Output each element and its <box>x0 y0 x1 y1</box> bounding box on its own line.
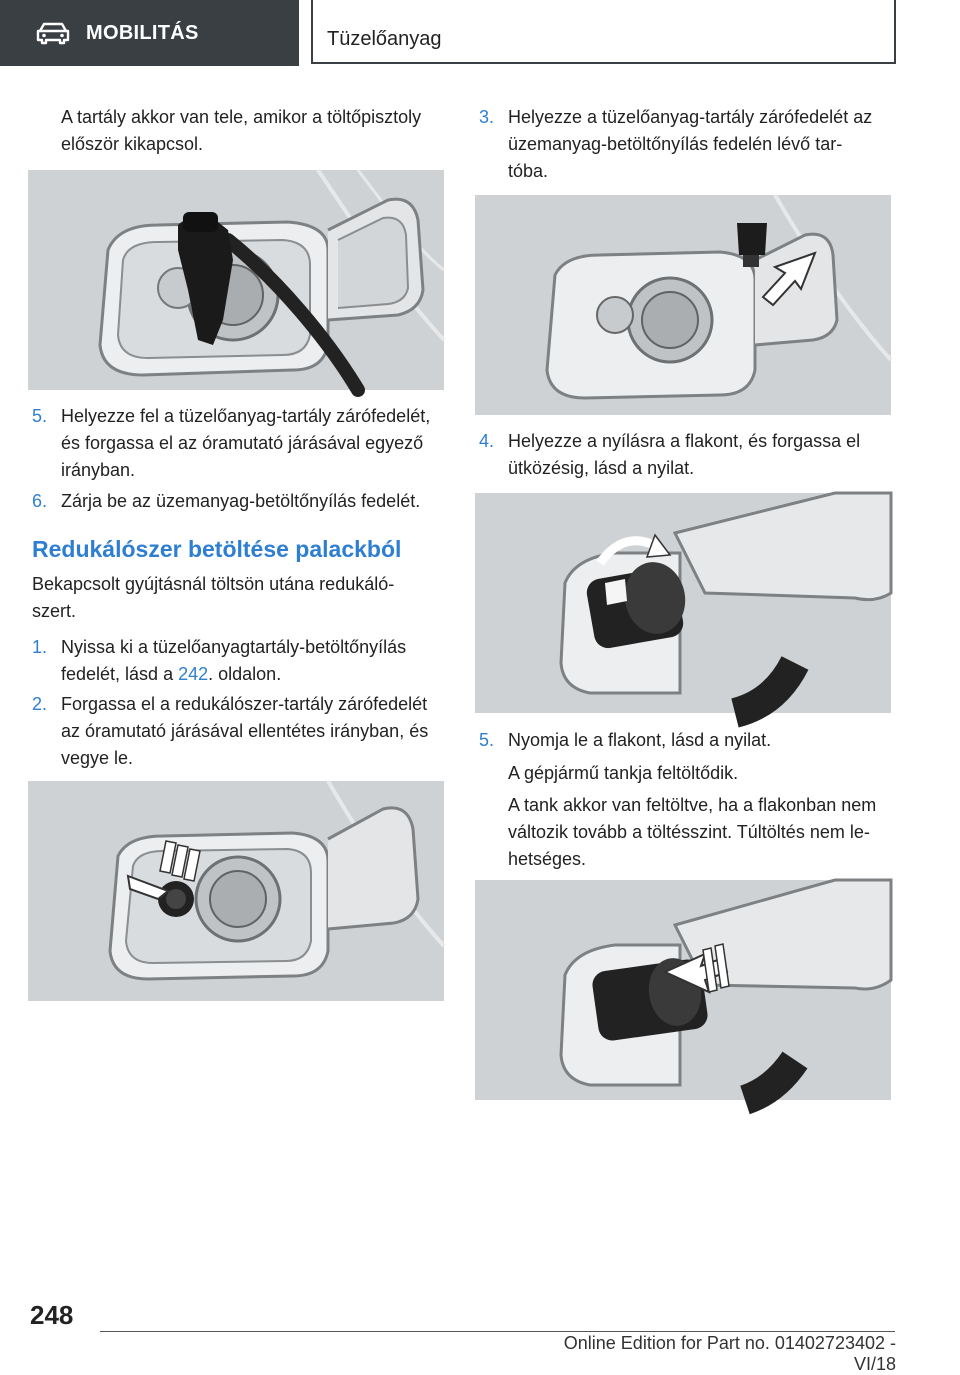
step-1-line-1: Nyissa ki a tüzelőanyagtartály-betöltőnyílás <box>61 637 407 657</box>
step-5b-sub-2-line-2: változik tovább a töltésszint. Túltöltés nem le- <box>508 822 870 842</box>
step-5b-sub-2-line-1: A tank akkor van feltöltve, ha a flakonban nem <box>508 795 877 815</box>
step-5-line-2: és forgassa el az óramutató járásával egyező <box>61 433 424 453</box>
step-5-line-1: Helyezze fel a tüzelőanyag-tartály zárófedelét, <box>61 406 431 426</box>
illustration-fuel-nozzle <box>28 170 444 390</box>
illustration-push-bottle <box>475 880 891 1100</box>
section-heading: Redukálószer betöltése palackból <box>32 536 402 562</box>
step-5b-number: 5. <box>479 730 495 750</box>
step-6-line-1: Zárja be az üzemanyag-betöltőnyílás fedelét. <box>61 491 421 511</box>
edition-info: Online Edition for Part no. 01402723402 - VI/18 <box>563 1333 896 1374</box>
step-5b-line-1: Nyomja le a flakont, lásd a nyilat. <box>508 730 772 750</box>
step-4-number: 4. <box>479 431 495 451</box>
illustration-cap-holder <box>475 195 891 415</box>
step-1-number: 1. <box>32 637 48 657</box>
step-1-text-post: . oldalon. <box>208 664 282 684</box>
step-1-line-2 <box>61 661 281 688</box>
illustration-screw-bottle <box>475 493 891 713</box>
step-6-number: 6. <box>32 491 48 511</box>
intro-paragraph-line-2: szert. <box>32 601 77 621</box>
illustration-remove-cap <box>28 781 444 1001</box>
step-3-line-3: tóba. <box>508 161 549 181</box>
step-1-text-pre: fedelét, lásd a <box>61 664 179 684</box>
step-5b-sub-1: A gépjármű tankja feltöltődik. <box>508 763 739 783</box>
intro-line-1: A tartály akkor van tele, amikor a töltőpisztoly <box>61 107 422 127</box>
section-label: MOBILITÁS <box>86 21 199 44</box>
step-5-line-3: irányban. <box>61 460 136 480</box>
step-2-line-1: Forgassa el a redukálószer-tartály zárófedelét <box>61 694 428 714</box>
topic-label: Tüzelőanyag <box>327 28 442 50</box>
page-header <box>0 0 960 66</box>
step-5b-sub-2-line-3: hetséges. <box>508 849 587 869</box>
footer-divider <box>100 1331 895 1332</box>
section-tab[interactable] <box>0 0 299 66</box>
page-reference-link[interactable]: 242 <box>178 664 209 684</box>
step-3-line-1: Helyezze a tüzelőanyag-tartály zárófedelét az <box>508 107 873 127</box>
step-3-line-2: üzemanyag-betöltőnyílás fedelén lévő tar- <box>508 134 843 154</box>
page-number: 248 <box>30 1300 74 1330</box>
step-2-number: 2. <box>32 694 48 714</box>
step-4-line-1: Helyezze a nyílásra a flakont, és forgassa el <box>508 431 861 451</box>
step-5-number: 5. <box>32 406 48 426</box>
intro-line-2: először kikapcsol. <box>61 134 204 154</box>
intro-paragraph-line-1: Bekapcsolt gyújtásnál töltsön utána redukáló- <box>32 574 395 594</box>
topic-tab[interactable] <box>311 0 896 64</box>
step-3-number: 3. <box>479 107 495 127</box>
step-4-line-2: ütközésig, lásd a nyilat. <box>508 458 695 478</box>
step-2-line-3: vegye le. <box>61 748 134 768</box>
step-2-line-2: az óramutató járásával ellentétes irányban, és <box>61 721 429 741</box>
car-icon <box>36 22 70 44</box>
